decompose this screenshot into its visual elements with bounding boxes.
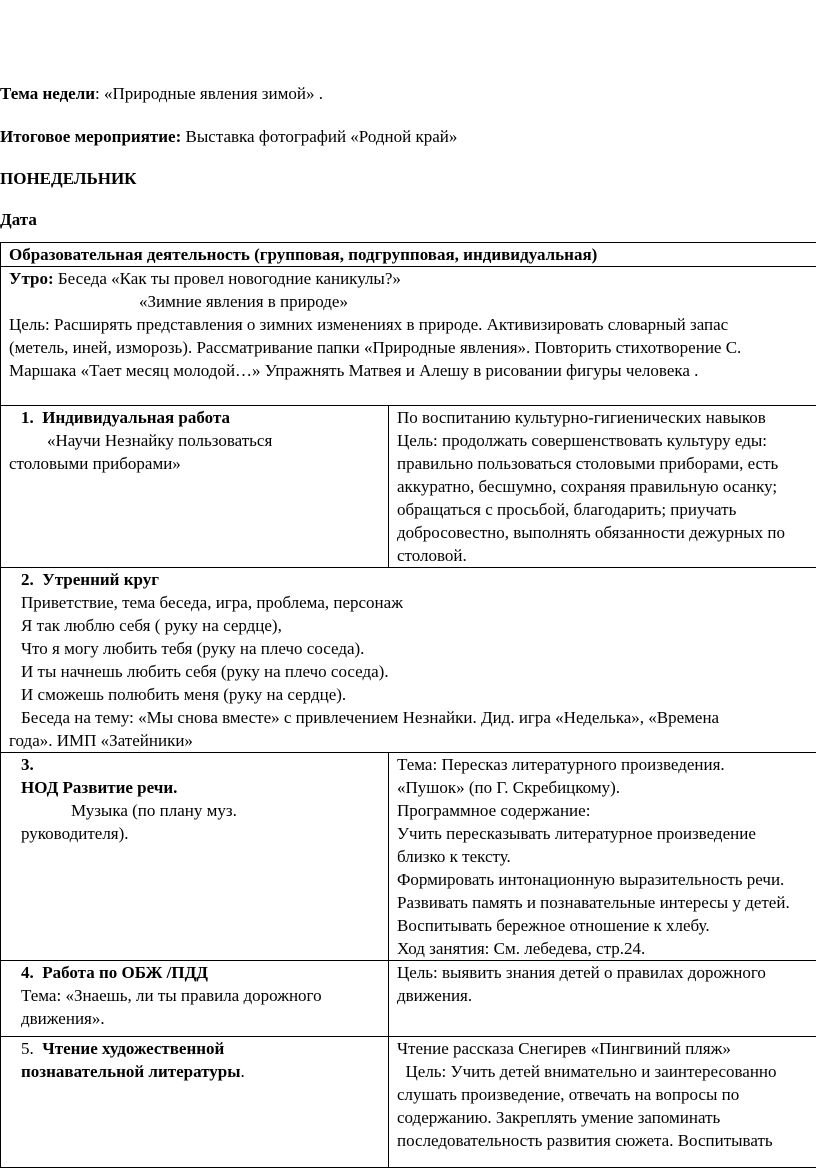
reading-line: содержанию. Закреплять умение запоминать xyxy=(397,1106,816,1129)
lesson-line: Воспитывать бережное отношение к хлебу. xyxy=(397,914,816,937)
date-label: Дата xyxy=(0,210,37,230)
individual-work-line: «Научи Незнайку пользоваться xyxy=(9,429,384,452)
speech-lesson-left xyxy=(1,753,389,961)
morning-cell xyxy=(1,267,816,406)
reading-title-cont: познавательной литературы. xyxy=(9,1060,384,1083)
reading-line: Чтение рассказа Снегирев «Пингвиний пляж» xyxy=(397,1037,816,1060)
morning-line-3: Цель: Расширять представления о зимних изменениях в природе. Активизировать словарный запас xyxy=(9,313,816,336)
morning-line-1: Утро: Беседа «Как ты провел новогодние каникулы?» xyxy=(9,267,816,290)
speech-lesson-num: 3. xyxy=(9,753,384,776)
lesson-line: Тема: Пересказ литературного произведения. xyxy=(397,753,816,776)
safety-goal-line: движения. xyxy=(397,984,816,1007)
safety-line: Тема: «Знаешь, ли ты правила дорожного xyxy=(9,984,384,1007)
safety-right xyxy=(389,961,816,1037)
individual-work-row xyxy=(1,406,816,568)
reading-line: слушать произведение, отвечать на вопросы по xyxy=(397,1083,816,1106)
individual-work-left xyxy=(1,406,389,568)
morning-circle-line: И ты начнешь любить себя (руку на плечо соседа). xyxy=(9,660,816,683)
morning-line-5: Маршака «Тает месяц молодой…» Упражнять Матвея и Алешу в рисовании фигуры человека . xyxy=(9,359,816,382)
lesson-line: «Пушок» (по Г. Скребицкому). xyxy=(397,776,816,799)
lesson-line: Учить пересказывать литературное произведение xyxy=(397,822,816,845)
safety-row xyxy=(1,961,816,1037)
morning-circle-row xyxy=(1,568,816,753)
safety-goal-line: Цель: выявить знания детей о правилах дорожного xyxy=(397,961,816,984)
morning-circle-cell xyxy=(1,568,816,753)
individual-work-title: 1. Индивидуальная работа xyxy=(9,406,384,429)
hygiene-line: обращаться с просьбой, благодарить; приучать xyxy=(397,498,816,521)
lesson-line: Программное содержание: xyxy=(397,799,816,822)
morning-circle-line: года». ИМП «Затейники» xyxy=(9,729,816,752)
morning-circle-line: Что я могу любить тебя (руку на плечо соседа). xyxy=(9,637,816,660)
hygiene-line: аккуратно, бесшумно, сохраняя правильную осанку; xyxy=(397,475,816,498)
morning-circle-line: И сможешь полюбить меня (руку на сердце). xyxy=(9,683,816,706)
morning-circle-line: Беседа на тему: «Мы снова вместе» с привлечением Незнайки. Дид. игра «Неделька», «Времена xyxy=(9,706,816,729)
reading-right xyxy=(389,1037,816,1168)
morning-circle-line: Я так люблю себя ( руку на сердце), xyxy=(9,614,816,637)
individual-work-line: столовыми приборами» xyxy=(9,452,384,475)
morning-label: Утро: xyxy=(9,269,54,288)
hygiene-line: правильно пользоваться столовыми приборами, есть xyxy=(397,452,816,475)
day-title: ПОНЕДЕЛЬНИК xyxy=(0,169,137,189)
lesson-line: близко к тексту. xyxy=(397,845,816,868)
reading-left xyxy=(1,1037,389,1168)
safety-line: движения». xyxy=(9,1007,384,1030)
reading-line: Цель: Учить детей внимательно и заинтересованно xyxy=(397,1060,816,1083)
hygiene-line: добросовестно, выполнять обязанности дежурных по xyxy=(397,521,816,544)
morning-row xyxy=(1,267,816,406)
speech-lesson-right xyxy=(389,753,816,961)
speech-lesson-title: НОД Развитие речи. xyxy=(9,776,384,799)
hygiene-line: столовой. xyxy=(397,544,816,567)
music-line: Музыка (по плану муз. xyxy=(9,799,384,822)
lesson-line: Развивать память и познавательные интересы у детей. xyxy=(397,891,816,914)
theme-label: Тема недели xyxy=(0,84,95,103)
theme-value: : «Природные явления зимой» . xyxy=(95,84,323,103)
table-header-row xyxy=(1,243,816,267)
event-label: Итоговое мероприятие: xyxy=(0,127,181,146)
table-title: Образовательная деятельность (групповая, подгрупповая, индивидуальная) xyxy=(1,243,816,267)
individual-work-right xyxy=(389,406,816,568)
music-line: руководителя). xyxy=(9,822,384,845)
speech-lesson-row xyxy=(1,753,816,961)
morning-line-2: «Зимние явления в природе» xyxy=(9,290,816,313)
reading-title: 5. Чтение художественной xyxy=(9,1037,384,1060)
reading-line: последовательность развития сюжета. Воспитывать xyxy=(397,1129,816,1152)
lesson-line: Ход занятия: См. лебедева, стр.24. xyxy=(397,937,816,960)
hygiene-line: Цель: продолжать совершенствовать культуру еды: xyxy=(397,429,816,452)
lesson-line: Формировать интонационную выразительность речи. xyxy=(397,868,816,891)
theme-line xyxy=(0,84,323,104)
event-line xyxy=(0,127,457,147)
safety-left xyxy=(1,961,389,1037)
morning-circle-title: 2. Утренний круг xyxy=(9,568,816,591)
event-value: Выставка фотографий «Родной край» xyxy=(181,127,457,146)
hygiene-line: По воспитанию культурно-гигиенических навыков xyxy=(397,406,816,429)
activity-table xyxy=(0,242,816,1168)
morning-circle-line: Приветствие, тема беседа, игра, проблема, персонаж xyxy=(9,591,816,614)
safety-title: 4. Работа по ОБЖ /ПДД xyxy=(9,961,384,984)
morning-line-4: (метель, иней, изморозь). Рассматривание папки «Природные явления». Повторить стихотворение С. xyxy=(9,336,816,359)
reading-row xyxy=(1,1037,816,1168)
